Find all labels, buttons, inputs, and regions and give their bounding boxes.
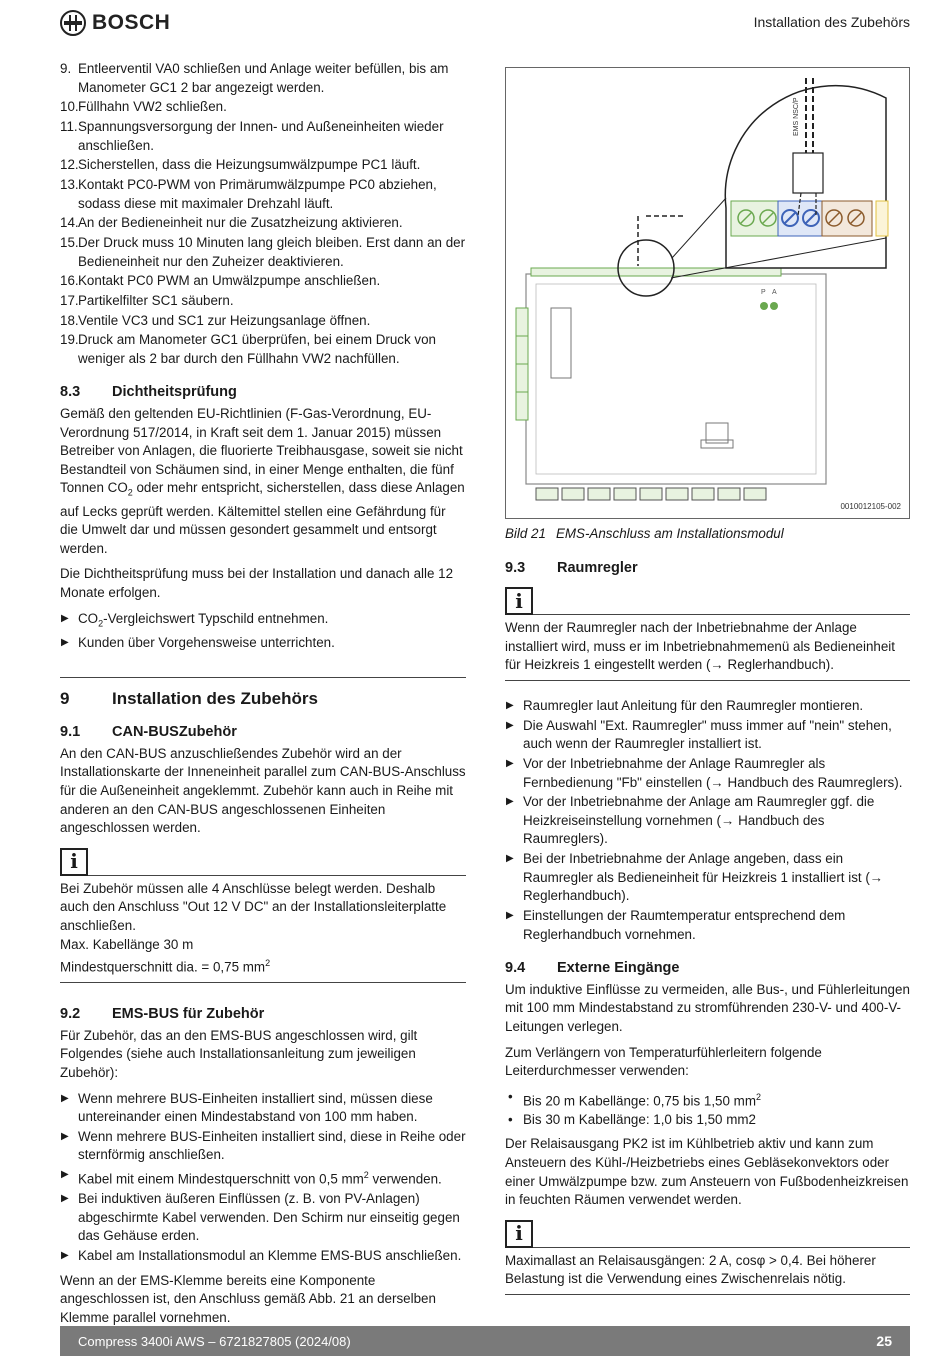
bullet-list [60, 610, 466, 653]
chapter-heading-9 [60, 677, 466, 709]
pin-label: A [772, 289, 777, 296]
info-icon: i [505, 1220, 533, 1248]
bullet-list [505, 697, 910, 944]
figure-caption-text: EMS-Anschluss am Installationsmodul [555, 526, 784, 541]
text: oder mehr entspricht, sicherstellen, dass diese Anlagen auf Lecks geprüft werden. Kältemittel stellen eine Gefährdung für die Umwelt dar und müssen gesondert gesammelt und entsorgt werden. [60, 480, 465, 556]
paragraph: Wenn an der EMS-Klemme bereits eine Komponente angeschlossen ist, den Anschluss gemäß Abb. 21 an derselben Klemme parallel vornehmen. [60, 1272, 436, 1325]
list-item [60, 1190, 466, 1246]
triangle-right-icon: ▶ [506, 699, 514, 711]
list-item [60, 234, 466, 271]
step-number: 16. [60, 273, 79, 289]
text: Einstellungen der Raumtemperatur entsprechend dem Reglerhandbuch vornehmen. [523, 907, 846, 942]
step-number: 13. [60, 176, 79, 192]
section-heading-9-2 [60, 1005, 466, 1024]
step-number: 15. [60, 234, 79, 250]
procedure-steps [60, 60, 466, 368]
section-title: Dichtheitsprüfung [112, 384, 237, 401]
figure-caption [505, 525, 910, 544]
list-item [60, 634, 466, 653]
step-number: 12. [60, 157, 79, 173]
list-item [60, 610, 466, 633]
section-title: EMS-BUS für Zubehör [112, 1006, 265, 1023]
text: Kunden über Vorgehensweise unterrichten. [78, 635, 335, 650]
triangle-right-icon: ▶ [506, 853, 514, 865]
page-footer [60, 1326, 910, 1356]
brand-logo [60, 10, 170, 36]
list-item [505, 755, 910, 792]
paragraph: An den CAN-BUS anzuschließendes Zubehör wird an der Installationskarte der Inneneinheit parallel zum CAN-BUS-Anschluss für die Außeneinheit angeklemmt. Zubehör kann auch in Reihe mit anderen an den CAN-BUS angeschlossenen Einheiten angeschlossen werden. [60, 745, 466, 836]
list-item [505, 850, 910, 906]
step-text: Entleerventil VA0 schließen und Anlage weiter befüllen, bis am Manometer GC1 2 bar angezeigt werden. [78, 61, 449, 95]
step-number: 11. [60, 118, 78, 134]
note-text: Bei Zubehör müssen alle 4 Anschlüsse belegt werden. Deshalb auch den Anschluss "Out 12 V DC" an der Installationsleiterplatte anschließen. [60, 880, 447, 933]
info-icon: i [505, 587, 533, 615]
section-number: 8.3 [60, 384, 81, 401]
step-text: Spannungsversorgung der Innen- und Außeneinheiten wieder anschließen. [78, 118, 444, 153]
chapter-title: Installation des Zubehörs [112, 688, 318, 708]
paragraph: Zum Verlängern von Temperaturfühlerleitern folgende Leiterdurchmesser verwenden: [505, 1044, 822, 1079]
section-title: Raumregler [557, 559, 638, 576]
text: Bei der Inbetriebnahme der Anlage angeben, dass ein Raumregler als Bedieneinheit für Heizkreis 1 installiert ist (→ Reglerhandbuch). [523, 851, 884, 904]
note-text: Max. Kabellänge 30 m [60, 936, 194, 952]
paragraph: Für Zubehör, das an den EMS-BUS angeschlossen wird, gilt Folgendes (siehe auch Installationsanleitung zum jeweiligen Zubehör): [60, 1027, 418, 1080]
list-item [505, 793, 910, 849]
running-header-title: Installation des Zubehörs [753, 14, 910, 30]
section-heading-9-3 [505, 559, 910, 578]
section-number: 9.3 [505, 559, 526, 576]
installation-module-drawing [506, 68, 909, 518]
figure-ems-connection [505, 67, 910, 519]
list-item [60, 1166, 466, 1189]
text: Mindestquerschnitt dia. = 0,75 mm [60, 959, 266, 975]
note-header [60, 848, 466, 876]
section-heading-8-3 [60, 383, 466, 402]
footer-document-id: Compress 3400i AWS – 6721827805 (2024/08) [78, 1333, 351, 1349]
page-header [60, 8, 910, 42]
list-item [60, 292, 466, 311]
triangle-right-icon: ▶ [61, 1193, 69, 1205]
triangle-right-icon: ▶ [506, 796, 514, 808]
note-text: Maximallast an Relaisausgängen: 2 A, cosφ > 0,4. Bei höherer Belastung ist die Verwendung eines Zwischenrelais nötig. [505, 1252, 876, 1287]
note-text: Wenn der Raumregler nach der Inbetriebnahme der Anlage installiert wird, muss er im Inbetriebnahmemenü als Bedieneinheit für Heizkreis 1 eingestellt werden (→ Reglerhandbuch). [505, 620, 896, 673]
info-note [60, 848, 466, 983]
triangle-right-icon: ▶ [61, 637, 69, 648]
bullet-list [505, 1088, 910, 1130]
text: Wenn mehrere BUS-Einheiten installiert sind, diese in Reihe oder sternförmig anschließen. [78, 1128, 466, 1163]
triangle-right-icon: ▶ [506, 757, 514, 769]
step-text: Füllhahn VW2 schließen. [78, 99, 227, 115]
superscript: 2 [265, 958, 271, 969]
note-header [505, 1220, 910, 1248]
text: Bei induktiven äußeren Einflüssen (z. B. von PV-Anlagen) abgeschirmte Kabel verwenden. Den Schirm nur einseitig gegen das Gehäuse erden. [78, 1191, 460, 1244]
list-item [60, 98, 466, 117]
paragraph: Die Dichtheitsprüfung muss bei der Installation und danach alle 12 Monate erfolgen. [60, 566, 454, 601]
paragraph [60, 405, 466, 558]
chapter-number: 9 [60, 688, 70, 708]
triangle-right-icon: ▶ [61, 612, 69, 624]
note-header [505, 587, 910, 615]
text: Vor der Inbetriebnahme der Anlage Raumregler als Fernbedienung "Fb" einstellen (→ Handbuch des Raumreglers). [523, 755, 903, 790]
text: Wenn mehrere BUS-Einheiten installiert sind, müssen diese untereinander einen Mindestabstand von 100 mm haben. [78, 1090, 433, 1125]
step-number: 18. [60, 312, 79, 328]
triangle-right-icon: ▶ [506, 909, 514, 921]
list-item [60, 156, 466, 175]
text: Bis 30 m Kabellänge: 1,0 bis 1,50 mm2 [523, 1111, 756, 1127]
text: Gemäß den geltenden EU-Richtlinien (F-Gas-Verordnung, EU-Verordnung 517/2014, in Kraft seit dem 1. Januar 2015) müssen Betreiber von Anlagen, die fluorierte Treibhausgase, soweit sie nicht Bestandteil von Schäumen sind, in einer Menge enthalten, die fünf Tonnen CO [60, 406, 463, 496]
list-item [60, 176, 466, 213]
connector-label: EMS NSC/P [793, 97, 800, 136]
divider [533, 614, 910, 615]
list-item [60, 214, 466, 233]
text: Kabel mit einem Mindestquerschnitt von 0,5 mm [78, 1171, 364, 1187]
subscript: 2 [127, 488, 133, 499]
paragraph: Um induktive Einflüsse zu vermeiden, alle Bus-, und Fühlerleitungen mit 100 mm Mindestabstand zu stromführenden 230-V- und 400-V-Leitungen verlegen. [505, 981, 910, 1034]
figure-label: Bild 21 [505, 526, 546, 541]
list-item [60, 60, 466, 97]
divider [88, 875, 466, 876]
triangle-right-icon: ▶ [61, 1092, 69, 1104]
text: -Vergleichswert Typschild entnehmen. [103, 610, 329, 626]
figure-code: 0010012105-002 [840, 502, 901, 511]
triangle-right-icon: ▶ [506, 719, 514, 731]
list-item [60, 118, 466, 155]
left-column [60, 60, 466, 1335]
text: Raumregler laut Anleitung für den Raumregler montieren. [523, 697, 864, 713]
info-note [505, 1220, 910, 1295]
list-item [505, 907, 910, 944]
step-text: Kontakt PC0-PWM von Primärumwälzpumpe PC0 abziehen, sodass diese mit maximaler Drehzahl läuft. [78, 176, 437, 211]
section-title: CAN-BUSZubehör [112, 724, 237, 741]
bullet-dot: • [508, 1111, 513, 1127]
step-number: 10. [60, 99, 79, 115]
divider [533, 1247, 910, 1248]
bosch-armature-icon [60, 10, 86, 36]
text: Vor der Inbetriebnahme der Anlage am Raumregler ggf. die Heizkreiseinstellung vornehmen (→ Handbuch des Raumreglers). [523, 794, 875, 847]
section-number: 9.2 [60, 1006, 81, 1023]
step-number: 19. [60, 332, 79, 348]
text: Bis 20 m Kabellänge: 0,75 bis 1,50 mm [523, 1093, 756, 1109]
section-number: 9.4 [505, 960, 526, 977]
list-item [505, 1088, 910, 1111]
list-item [60, 1128, 466, 1165]
info-note [505, 587, 910, 681]
list-item [60, 272, 466, 291]
section-title: Externe Eingänge [557, 960, 680, 977]
step-text: Kontakt PC0 PWM an Umwälzpumpe anschließen. [78, 273, 381, 289]
step-text: Partikelfilter SC1 säubern. [78, 292, 234, 308]
step-number: 9. [60, 61, 72, 76]
right-column [505, 525, 910, 1307]
list-item [505, 717, 910, 754]
paragraph: Der Relaisausgang PK2 ist im Kühlbetrieb aktiv und kann zum Ansteuern des Kühl-/Heizbetriebs eines Gebläsekonvektors oder einer Umwälzpumpe bzw. zum Ansteuern von Fußbodenheizkreisen in feuchten Räumen verwendet werden. [505, 1136, 909, 1208]
superscript: 2 [755, 1091, 761, 1102]
step-text: An der Bedieneinheit nur die Zusatzheizung aktivieren. [78, 215, 403, 231]
step-text: Der Druck muss 10 Minuten lang gleich bleiben. Erst dann an der Bedieneinheit nur den Zuheizer deaktivieren. [78, 234, 466, 269]
list-item [505, 697, 910, 716]
step-number: 14. [60, 215, 79, 231]
triangle-right-icon: ▶ [61, 1130, 69, 1142]
list-item [60, 1090, 466, 1127]
note-text [60, 954, 466, 977]
page-number: 25 [876, 1333, 892, 1349]
info-icon: i [60, 848, 88, 876]
list-item [60, 312, 466, 331]
bullet-dot: • [508, 1088, 513, 1104]
step-text: Sicherstellen, dass die Heizungsumwälzpumpe PC1 läuft. [78, 157, 421, 173]
section-heading-9-4 [505, 959, 910, 978]
superscript: 2 [363, 1170, 369, 1181]
list-item [505, 1111, 910, 1130]
text: Kabel am Installationsmodul an Klemme EMS-BUS anschließen. [78, 1248, 462, 1264]
text: CO [78, 610, 99, 626]
step-text: Druck am Manometer GC1 überprüfen, bei einem Druck von weniger als 2 bar durch den Füllhahn VW2 nachfüllen. [78, 332, 436, 366]
text: verwenden. [368, 1171, 442, 1187]
pin-label: P [761, 289, 766, 296]
section-number: 9.1 [60, 724, 81, 741]
brand-name: BOSCH [92, 11, 171, 34]
section-heading-9-1 [60, 723, 466, 742]
subscript: 2 [98, 618, 104, 629]
step-text: Ventile VC3 und SC1 zur Heizungsanlage öffnen. [78, 312, 371, 328]
triangle-right-icon: ▶ [61, 1250, 69, 1262]
step-number: 17. [60, 292, 79, 308]
triangle-right-icon: ▶ [61, 1169, 69, 1181]
list-item [60, 1247, 466, 1266]
text: Die Auswahl "Ext. Raumregler" muss immer auf "nein" stehen, auch wenn der Raumregler installiert ist. [523, 717, 892, 752]
list-item [60, 331, 466, 368]
bullet-list [60, 1090, 466, 1266]
